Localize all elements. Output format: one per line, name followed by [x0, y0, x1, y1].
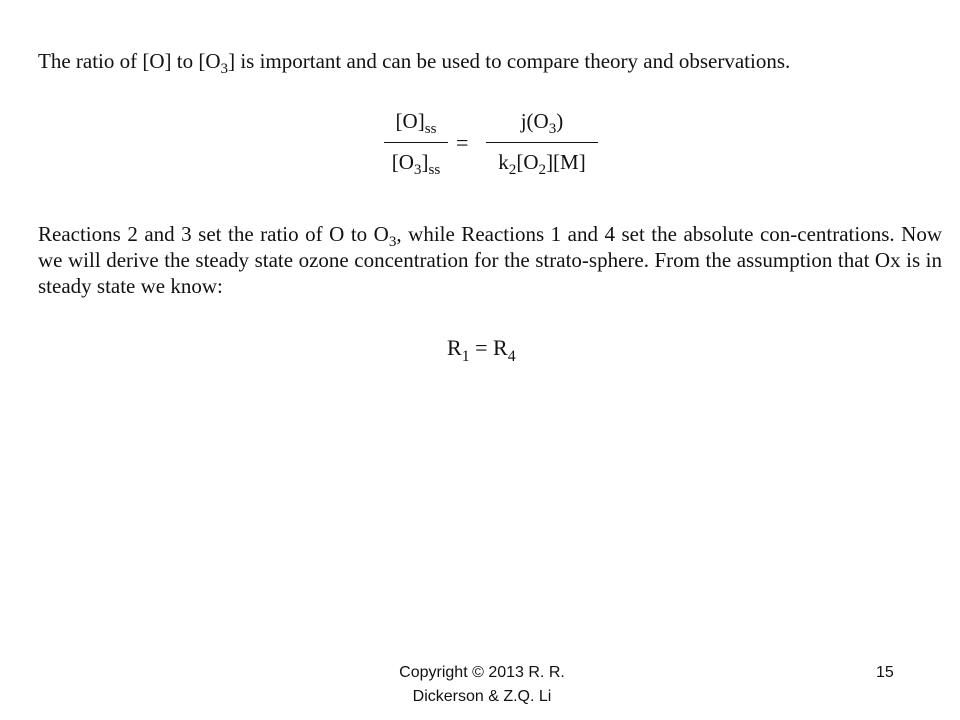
derivation-paragraph — [38, 221, 942, 299]
right-numerator-close: ) — [556, 109, 564, 133]
left-numerator-text: [O] — [395, 109, 425, 133]
left-denominator-subscript-1: 3 — [413, 162, 422, 179]
right-numerator-subscript: 3 — [548, 121, 557, 138]
oxygen-open: [O — [516, 150, 539, 174]
copyright-line-1: Copyright © 2013 R. R. — [399, 664, 565, 681]
rate-constant-k: k — [498, 150, 509, 174]
steady-state-equals: = — [469, 335, 494, 360]
equals-sign: = — [456, 130, 469, 155]
copyright-line-2: Dickerson & Z.Q. Li — [412, 688, 552, 705]
right-denominator-rest: ][M] — [546, 150, 586, 174]
left-fraction-bar — [384, 142, 448, 143]
copyright-footer — [360, 661, 604, 709]
left-denominator-subscript-2: ss — [428, 162, 441, 179]
right-denominator — [486, 147, 598, 177]
right-numerator-text: j(O — [520, 109, 549, 133]
steady-state-equation — [447, 335, 516, 365]
left-numerator — [384, 106, 448, 136]
left-denominator-close: ] — [421, 150, 429, 174]
right-fraction — [486, 106, 598, 177]
left-denominator — [384, 147, 448, 177]
derivation-subscript: 3 — [388, 234, 397, 251]
intro-text-after: ] is important and can be used to compare theory and observations. — [228, 49, 791, 73]
ratio-equation — [384, 106, 614, 190]
left-fraction — [384, 106, 448, 177]
right-numerator — [486, 106, 598, 136]
page-number: 15 — [876, 664, 894, 681]
left-denominator-text: [O — [391, 150, 414, 174]
rate-r1-subscript: 1 — [461, 347, 470, 365]
intro-subscript: 3 — [220, 61, 229, 78]
derivation-text-before: Reactions 2 and 3 set the ratio of O to O — [38, 222, 389, 246]
rate-r4: R — [493, 335, 508, 360]
left-numerator-subscript: ss — [424, 121, 437, 138]
rate-constant-subscript: 2 — [508, 162, 517, 179]
derivation-text-after: , while Reactions 1 and 4 set the absolute con-centrations. Now we will derive the steady state ozone concentration for the strato-sphere. From the assumption that Ox is in steady state we know: — [38, 222, 942, 298]
intro-text-before: The ratio of [O] to [O — [38, 49, 221, 73]
right-fraction-bar — [486, 142, 598, 143]
rate-r4-subscript: 4 — [507, 347, 516, 365]
oxygen-subscript: 2 — [538, 162, 547, 179]
intro-paragraph — [38, 48, 942, 78]
rate-r1: R — [447, 335, 462, 360]
